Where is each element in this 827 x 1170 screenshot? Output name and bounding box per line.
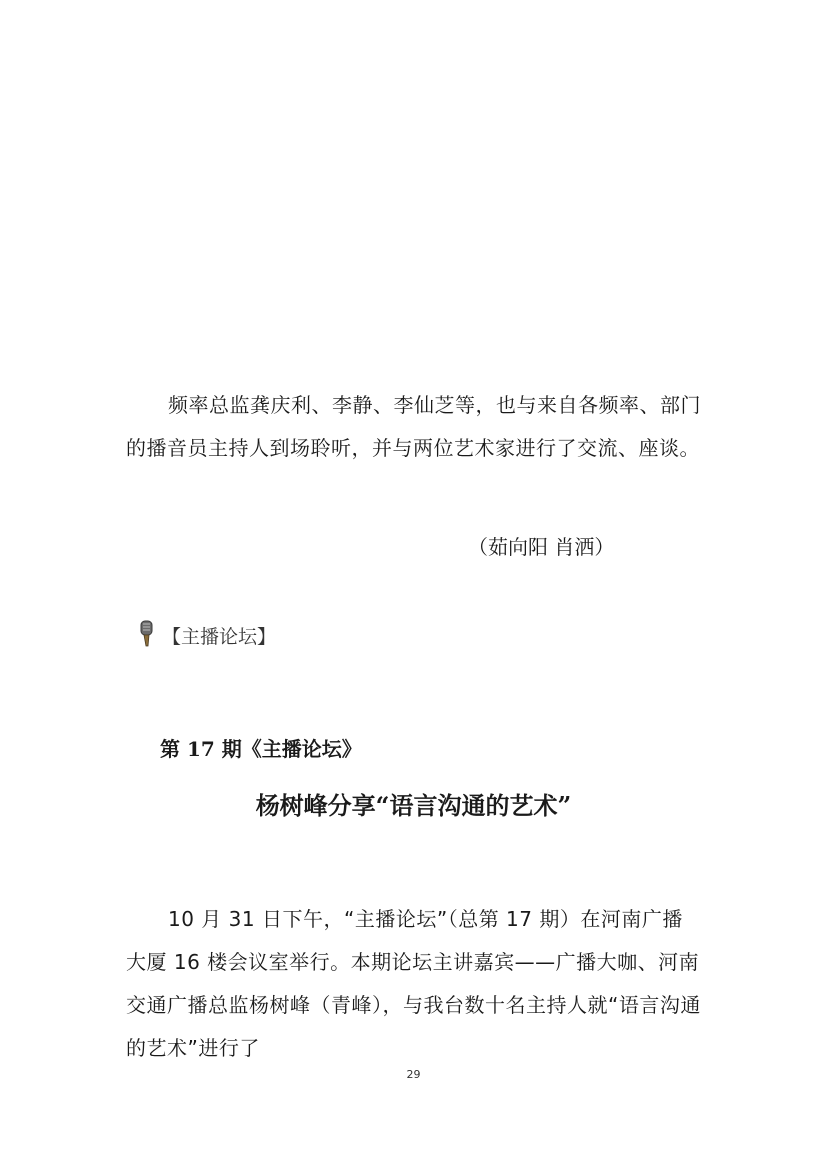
author-credit: （茹向阳 肖洒） bbox=[468, 535, 615, 559]
body-paragraph-2: 10 月 31 日下午，“主播论坛”（总第 17 期）在河南广播大厦 16 楼会议室举行。本期论坛主讲嘉宾——广播大咖、河南交通广播总监杨树峰（青峰），与我台数十名主持人就“语言沟通的艺术”进行了 bbox=[126, 907, 701, 1060]
microphone-icon bbox=[138, 620, 156, 650]
section-label: 【主播论坛】 bbox=[162, 625, 277, 648]
article-title: 杨树峰分享“语言沟通的艺术” bbox=[255, 791, 572, 820]
body-paragraph-1: 频率总监龚庆利、李静、李仙芝等，也与来自各频率、部门的播音员主持人到场聆听，并与两位艺术家进行了交流、座谈。 bbox=[126, 393, 701, 460]
section-header bbox=[138, 620, 276, 650]
page-number: 29 bbox=[406, 1068, 421, 1081]
issue-title: 第 17 期《主播论坛》 bbox=[160, 737, 362, 761]
